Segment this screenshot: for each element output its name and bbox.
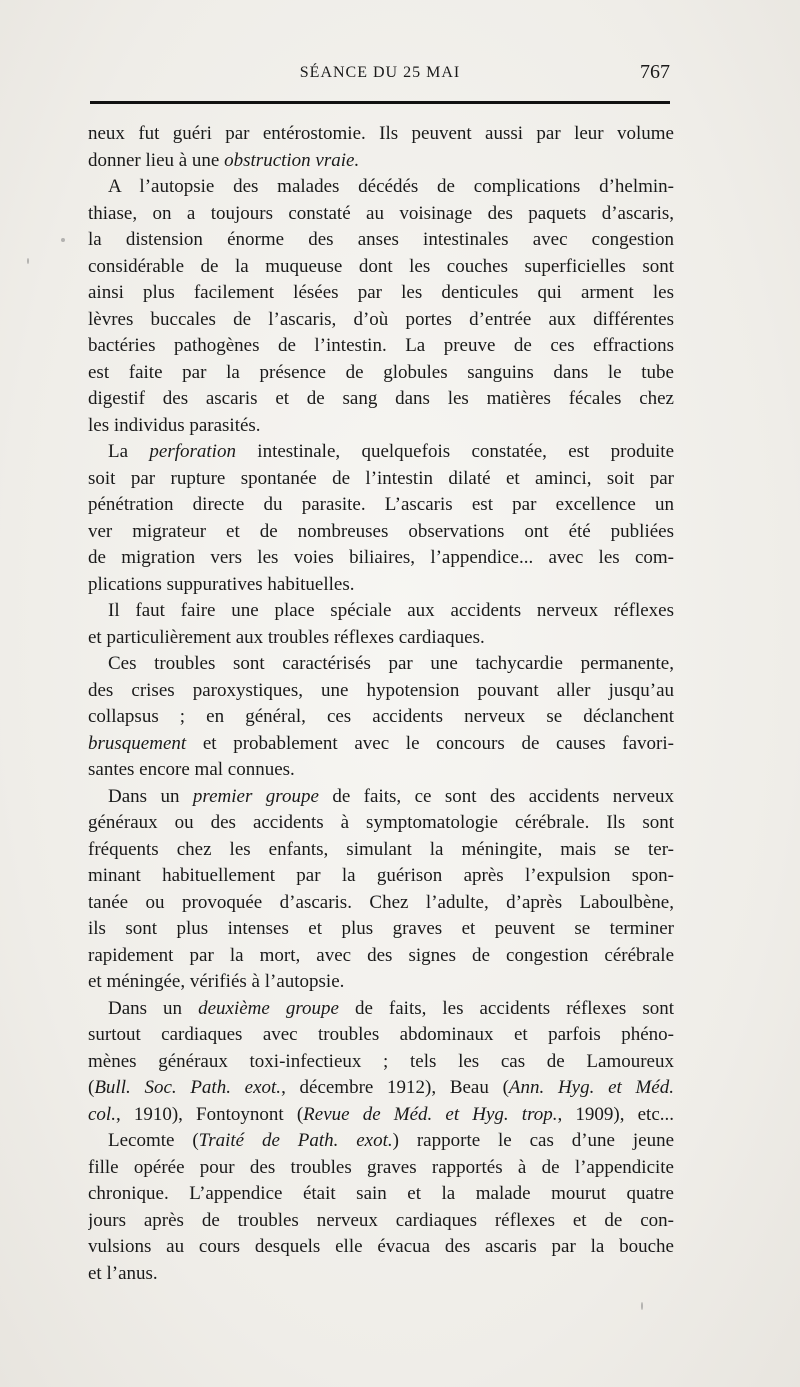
running-head: SÉANCE DU 25 MAI (299, 64, 461, 81)
text-line (88, 519, 674, 546)
text-line (88, 492, 674, 519)
text-segment: jours après de troubles nerveux cardiaques réflexes et de con- (88, 1209, 674, 1231)
text-segment: thiase, on a toujours constaté au voisinage des paquets d’ascaris, (88, 202, 674, 224)
text-segment: , 1909), etc... (557, 1103, 674, 1125)
text-line (88, 1208, 674, 1235)
text-line (88, 916, 674, 943)
text-line (88, 254, 674, 281)
text-line (88, 810, 674, 837)
text-line (88, 731, 674, 758)
text-line (88, 1181, 674, 1208)
text-segment: intestinale, quelquefois constatée, est produite (235, 441, 674, 462)
text-line (88, 784, 674, 811)
italic-text: obstruction vraie. (224, 149, 360, 171)
text-segment: neux fut guéri par entérostomie. Ils peuvent aussi par leur volume (88, 123, 674, 144)
text-segment: considérable de la muqueuse dont les couches superficielles sont (88, 255, 674, 277)
text-line (88, 651, 674, 678)
text-line (88, 280, 674, 307)
italic-text: brusquement (88, 732, 187, 754)
text-segment: Lecomte ( (108, 1130, 199, 1151)
text-segment: vulsions au cours desquels elle évacua des ascaris par la bouche (88, 1236, 674, 1257)
text-segment: , décembre 1912), Beau ( (281, 1077, 509, 1098)
text-segment: et méningée, vérifiés à l’autopsie. (88, 971, 345, 992)
text-line (88, 333, 674, 360)
text-line (88, 678, 674, 705)
text-segment: tanée ou provoquée d’ascaris. Chez l’adulte, d’après Laboulbène, (88, 891, 674, 913)
text-line (88, 413, 674, 440)
text-line (88, 598, 674, 625)
text-segment: soit par rupture spontanée de l’intestin dilaté et aminci, soit par (88, 467, 674, 489)
text-segment: la distension énorme des anses intestinales avec congestion (88, 229, 674, 250)
text-segment: des crises paroxystiques, une hypotension pouvant aller jusqu’au (88, 679, 674, 701)
text-line (88, 148, 674, 175)
text-segment: ) rapporte le cas d’une jeune (392, 1130, 674, 1151)
text-line (88, 386, 674, 413)
text-segment: plications suppuratives habituelles. (88, 573, 355, 595)
text-line (88, 1234, 674, 1261)
text-line (88, 757, 674, 784)
text-segment: rapidement par la mort, avec des signes de congestion cérébrale (88, 944, 674, 966)
text-segment: et particulièrement aux troubles réflexes cardiaques. (88, 626, 485, 648)
text-segment: pénétration directe du parasite. L’ascaris est par excellence un (88, 494, 674, 515)
text-line (88, 466, 674, 493)
text-segment: fille opérée pour des troubles graves rapportés à de l’appendicite (88, 1156, 674, 1178)
text-segment: lèvres buccales de l’ascaris, d’où portes d’entrée aux différentes (88, 308, 674, 330)
text-line (88, 174, 674, 201)
text-line (88, 625, 674, 652)
text-line (88, 943, 674, 970)
text-segment: Il faut faire une place spéciale aux accidents nerveux réflexes (108, 600, 674, 621)
paper-speck (27, 258, 29, 264)
text-line (88, 704, 674, 731)
text-segment: de faits, ce sont des accidents nerveux (318, 785, 674, 807)
text-segment: santes encore mal connues. (88, 759, 295, 780)
text-line (88, 572, 674, 599)
text-line (88, 121, 674, 148)
header-rule (90, 101, 670, 104)
text-line (88, 969, 674, 996)
text-segment: chronique. L’appendice était sain et la malade mourut quatre (88, 1183, 674, 1204)
text-line (88, 360, 674, 387)
text-line (88, 545, 674, 572)
italic-text: Ann. Hyg. et Méd. (508, 1077, 674, 1098)
text-segment: bactéries pathogènes de l’intestin. La preuve de ces effractions (88, 335, 674, 356)
text-segment: Dans un (108, 785, 193, 807)
text-segment: A l’autopsie des malades décédés de complications d’helmin- (108, 176, 674, 197)
text-line (88, 1022, 674, 1049)
text-segment: est faite par la présence de globules sanguins dans le tube (88, 361, 674, 383)
body-text (88, 121, 674, 1287)
italic-text: perforation (149, 441, 236, 462)
text-line (88, 1155, 674, 1182)
text-line (88, 837, 674, 864)
text-line (88, 1128, 674, 1155)
text-segment: , 1910), Fontoynont ( (115, 1103, 304, 1125)
text-line (88, 227, 674, 254)
text-segment: collapsus ; en général, ces accidents nerveux se déclanchent (88, 706, 674, 727)
text-segment: ( (88, 1077, 95, 1098)
text-line (88, 863, 674, 890)
text-segment: ainsi plus facilement lésées par les denticules qui arment les (88, 282, 674, 303)
text-segment: généraux ou des accidents à symptomatologie cérébrale. Ils sont (88, 812, 674, 833)
text-line (88, 439, 674, 466)
italic-text: premier groupe (192, 785, 319, 807)
text-segment: et probablement avec le concours de causes favori- (186, 732, 674, 754)
text-segment: de migration vers les voies biliaires, l’appendice... avec les com- (88, 547, 674, 568)
text-line (88, 996, 674, 1023)
text-line (88, 1075, 674, 1102)
text-line (88, 201, 674, 228)
text-segment: ils sont plus intenses et plus graves et peuvent se terminer (88, 918, 674, 939)
paper-speck (61, 238, 65, 242)
text-segment: surtout cardiaques avec troubles abdominaux et parfois phéno- (88, 1024, 674, 1045)
text-line (88, 890, 674, 917)
text-line (88, 1102, 674, 1129)
text-line (88, 1261, 674, 1288)
italic-text: deuxième groupe (198, 997, 339, 1019)
page-number: 767 (640, 61, 670, 83)
italic-text: Revue de Méd. et Hyg. trop. (303, 1103, 558, 1125)
text-segment: de faits, les accidents réflexes sont (338, 997, 674, 1019)
text-segment: les individus parasités. (88, 414, 261, 436)
italic-text: col. (88, 1103, 116, 1125)
text-segment: mènes généraux toxi-infectieux ; tels les cas de Lamoureux (88, 1050, 674, 1072)
text-segment: La (108, 441, 150, 462)
text-segment: donner lieu à une (88, 149, 225, 171)
text-line (88, 1049, 674, 1076)
text-segment: Ces troubles sont caractérisés par une tachycardie permanente, (108, 653, 674, 674)
text-segment: ver migrateur et de nombreuses observations ont été publiées (88, 520, 674, 542)
page-header (88, 60, 672, 88)
text-segment: et l’anus. (88, 1262, 158, 1284)
text-segment: digestif des ascaris et de sang dans les matières fécales chez (88, 388, 674, 409)
text-segment: minant habituellement par la guérison après l’expulsion spon- (88, 865, 674, 886)
text-line (88, 307, 674, 334)
text-segment: fréquents chez les enfants, simulant la méningite, mais se ter- (88, 838, 674, 860)
italic-text: Bull. Soc. Path. exot. (94, 1077, 282, 1098)
paper-speck (641, 1302, 643, 1310)
text-segment: Dans un (108, 997, 199, 1019)
italic-text: Traité de Path. exot. (198, 1130, 393, 1151)
